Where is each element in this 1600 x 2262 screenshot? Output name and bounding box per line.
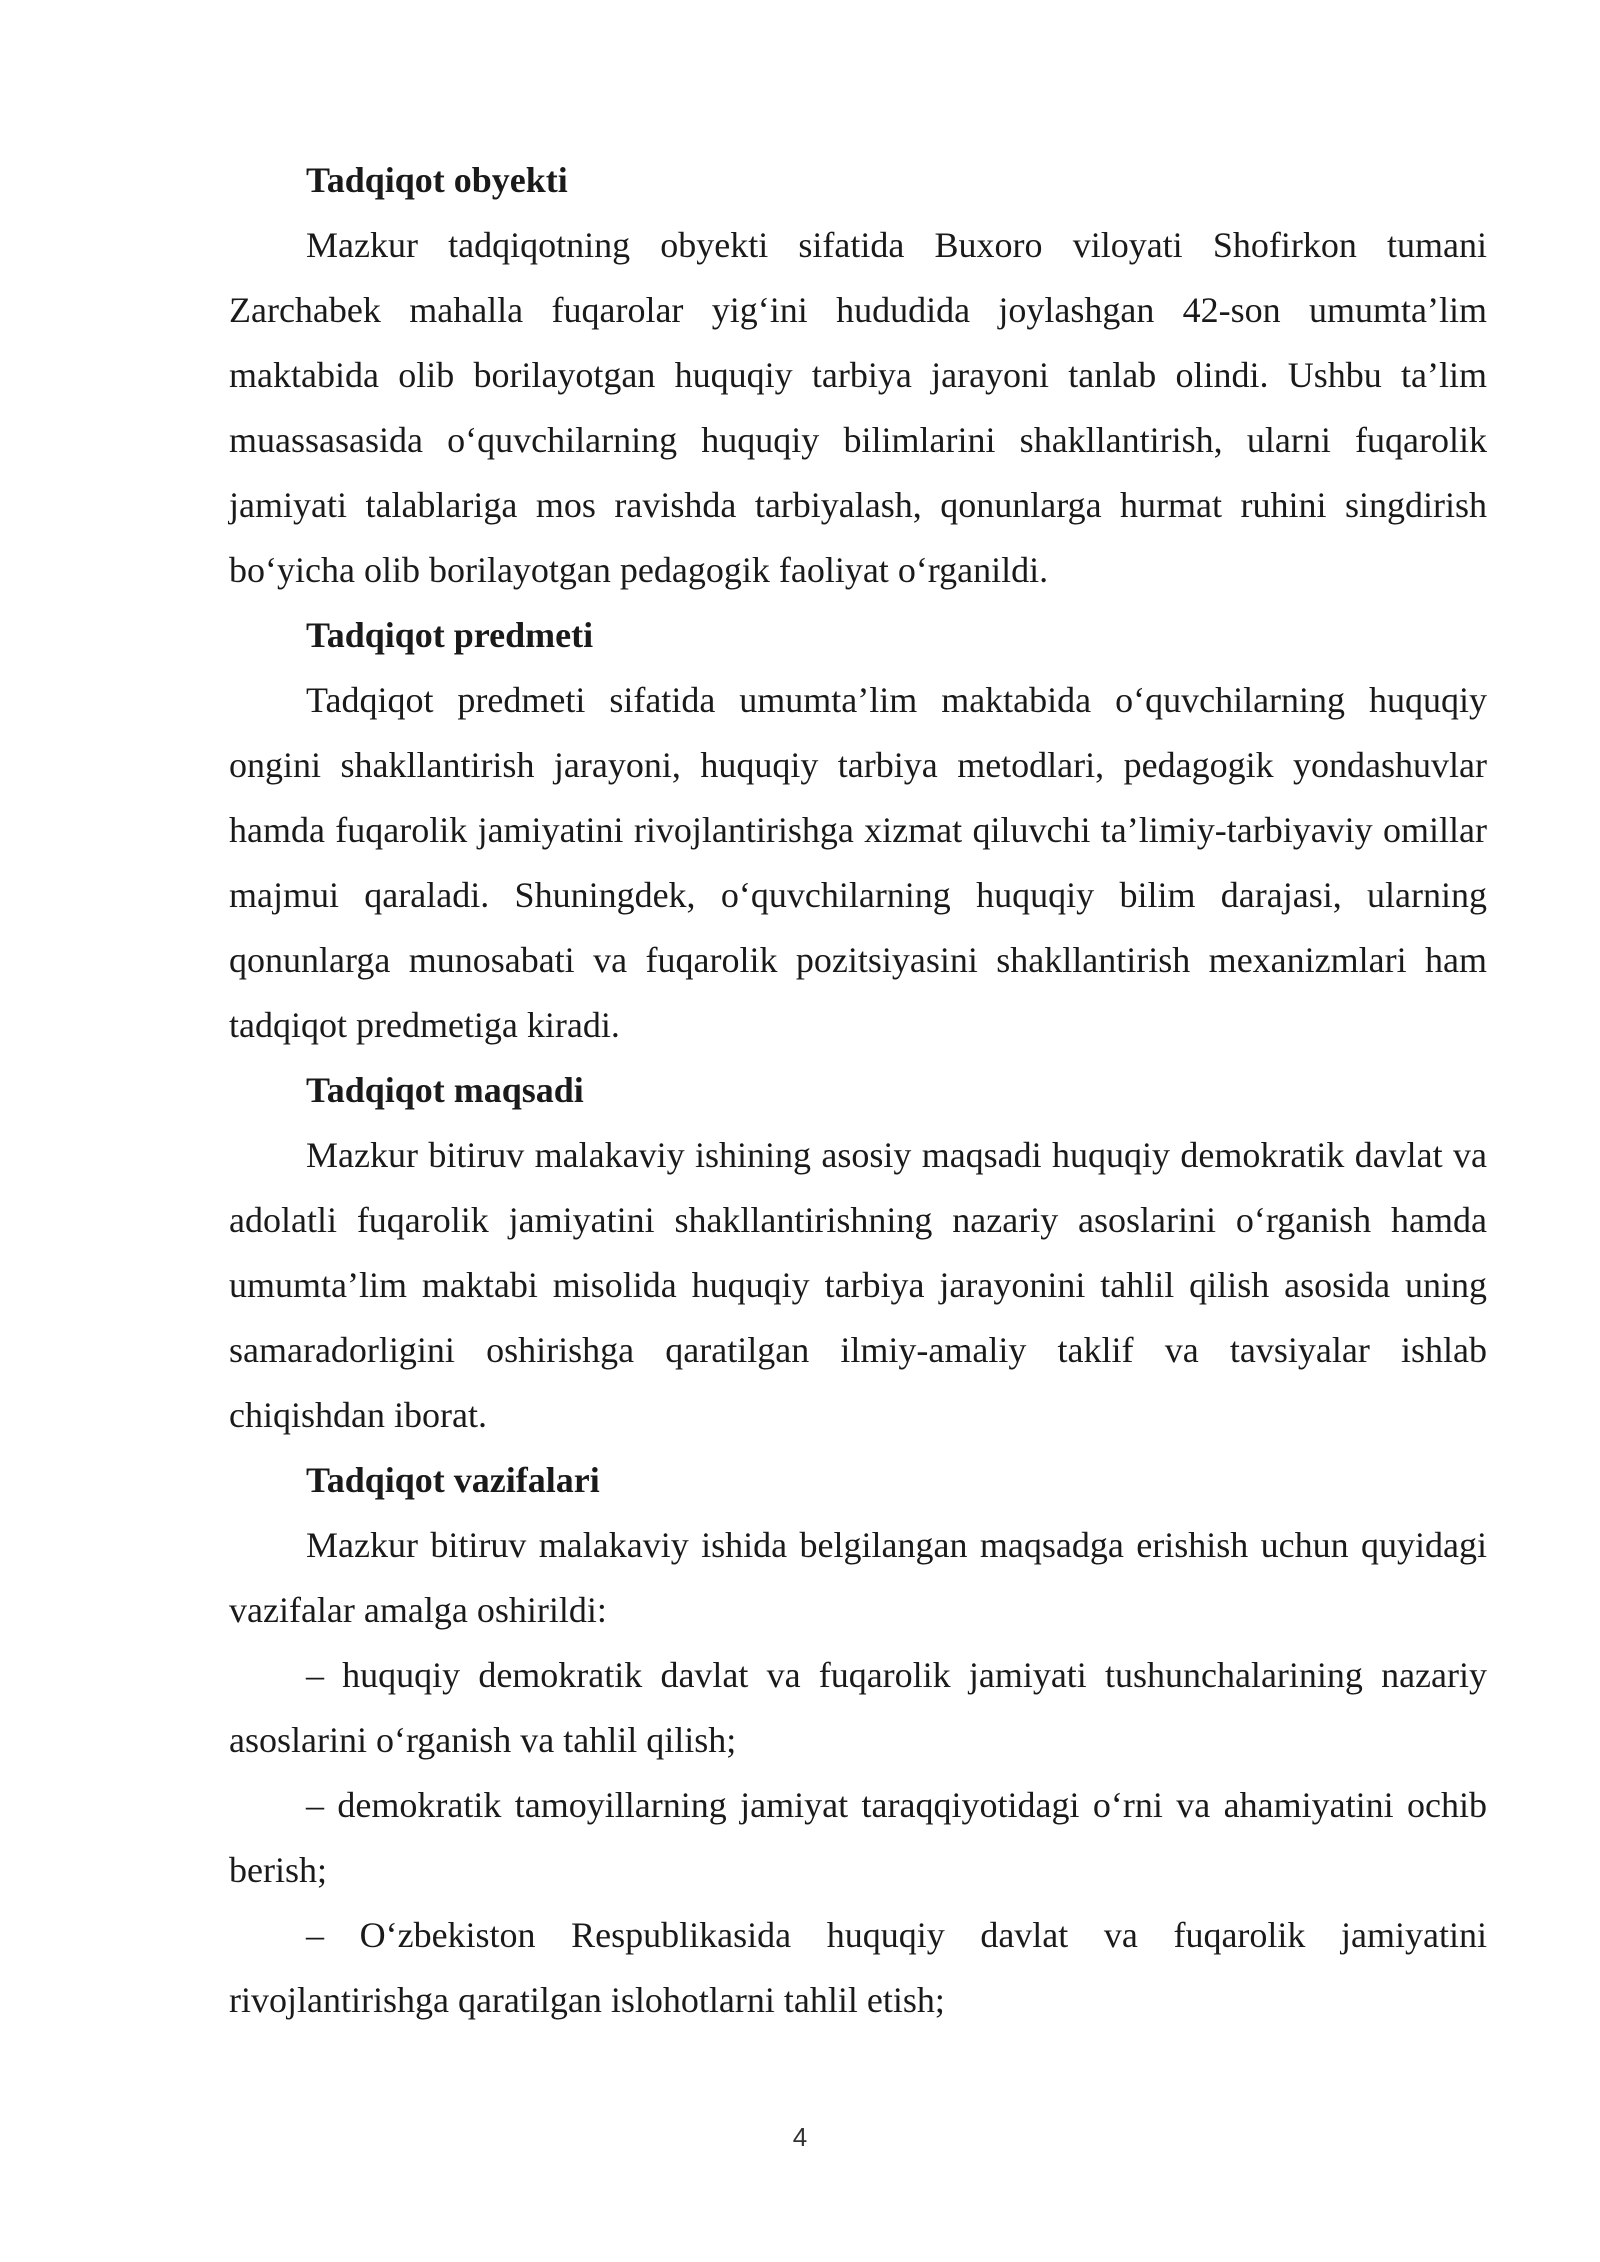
page-number: 4 [792, 2122, 808, 2152]
heading-predmet: Tadqiqot predmeti [306, 615, 594, 655]
heading-vazifalar: Tadqiqot vazifalari [306, 1460, 600, 1500]
paragraph-predmet: Tadqiqot predmeti sifatida umumta’lim maktabida o‘quvchilarning huquqiy ongini shakllantirish jarayoni, huquqiy tarbiya metodlari, pedagogik yondashuvlar hamda fuqarolik jamiyatini rivojlantirishga xizmat qiluvchi ta’limiy-tarbiyaviy omillar majmui qaraladi. Shuningdek, o‘quvchilarning huquqiy bilim darajasi, ularning qonunlarga munosabati va fuqarolik pozitsiyasini shakllantirish mexanizmlari ham tadqiqot predmetiga kiradi. [229, 680, 1487, 1045]
list-item-vazifa-2: – demokratik tamoyillarning jamiyat taraqqiyotidagi o‘rni va ahamiyatini ochib berish; [229, 1785, 1487, 1890]
heading-maqsad: Tadqiqot maqsadi [306, 1070, 584, 1110]
list-item-vazifa-3: – O‘zbekiston Respublikasida huquqiy davlat va fuqarolik jamiyatini rivojlantirishga qaratilgan islohotlarni tahlil etish; [229, 1915, 1487, 2020]
document-page [229, 148, 1487, 2033]
paragraph-obyekt: Mazkur tadqiqotning obyekti sifatida Buxoro viloyati Shofirkon tumani Zarchabek mahalla fuqarolar yig‘ini hududida joylashgan 42-son umumta’lim maktabida olib borilayotgan huquqiy tarbiya jarayoni tanlab olindi. Ushbu ta’lim muassasasida o‘quvchilarning huquqiy bilimlarini shakllantirish, ularni fuqarolik jamiyati talablariga mos ravishda tarbiyalash, qonunlarga hurmat ruhini singdirish bo‘yicha olib borilayotgan pedagogik faoliyat o‘rganildi. [229, 225, 1487, 590]
paragraph-vazifalar-intro: Mazkur bitiruv malakaviy ishida belgilangan maqsadga erishish uchun quyidagi vazifalar amalga oshirildi: [229, 1525, 1487, 1630]
list-item-vazifa-1: – huquqiy demokratik davlat va fuqarolik jamiyati tushunchalarining nazariy asoslarini o‘rganish va tahlil qilish; [229, 1655, 1487, 1760]
paragraph-maqsad: Mazkur bitiruv malakaviy ishining asosiy maqsadi huquqiy demokratik davlat va adolatli fuqarolik jamiyatini shakllantirishning nazariy asoslarini o‘rganish hamda umumta’lim maktabi misolida huquqiy tarbiya jarayonini tahlil qilish asosida uning samaradorligini oshirishga qaratilgan ilmiy-amaliy taklif va tavsiyalar ishlab chiqishdan iborat. [229, 1135, 1487, 1435]
heading-obyekt: Tadqiqot obyekti [306, 160, 568, 200]
